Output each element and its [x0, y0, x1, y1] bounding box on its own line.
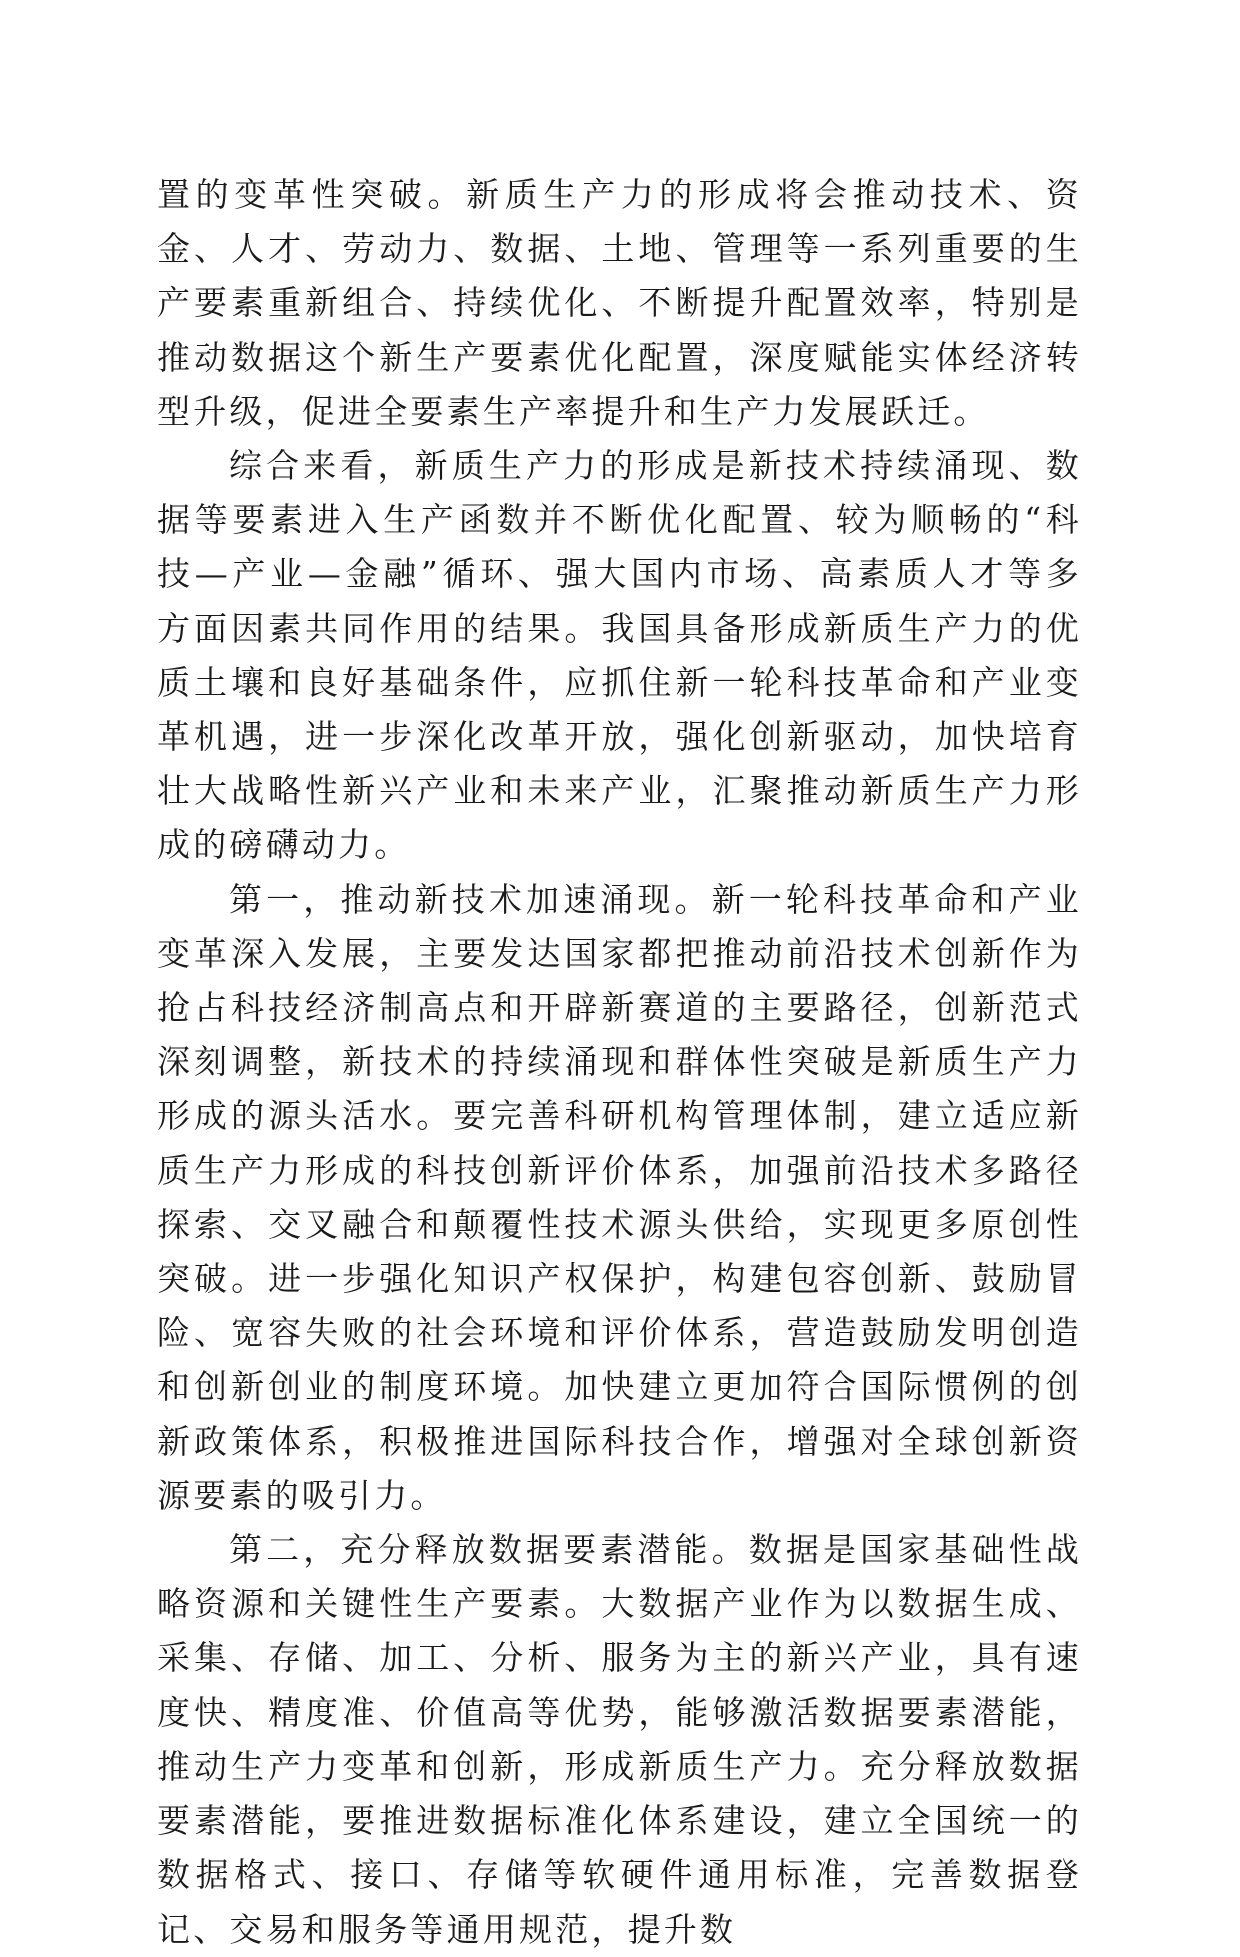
paragraph-continuation: 置的变革性突破。新质生产力的形成将会推动技术、资金、人才、劳动力、数据、土地、管理等一系列重要的生产要素重新组合、持续优化、不断提升配置效率，特别是推动数据这个新生产要素优化配置，深度赋能实体经济转型升级，促进全要素生产率提升和生产力发展跃迁。	[157, 175, 1082, 431]
paragraph-summary: 综合来看，新质生产力的形成是新技术持续涌现、数据等要素进入生产函数并不断优化配置、较为顺畅的“科技—产业—金融”循环、强大国内市场、高素质人才等多方面因素共同作用的结果。我国具备形成新质生产力的优质土壤和良好基础条件，应抓住新一轮科技革命和产业变革机遇，进一步深化改革开放，强化创新驱动，加快培育壮大战略性新兴产业和未来产业，汇聚推动新质生产力形成的磅礴动力。	[157, 446, 1082, 865]
body-text	[157, 168, 1082, 1957]
paragraph-first-point: 第一，推动新技术加速涌现。新一轮科技革命和产业变革深入发展，主要发达国家都把推动前沿技术创新作为抢占科技经济制高点和开辟新赛道的主要路径，创新范式深刻调整，新技术的持续涌现和群体性突破是新质生产力形成的源头活水。要完善科研机构管理体制，建立适应新质生产力形成的科技创新评价体系，加强前沿技术多路径探索、交叉融合和颠覆性技术源头供给，实现更多原创性突破。进一步强化知识产权保护，构建包容创新、鼓励冒险、宽容失败的社会环境和评价体系，营造鼓励发明创造和创新创业的制度环境。加快建立更加符合国际惯例的创新政策体系，积极推进国际科技合作，增强对全球创新资源要素的吸引力。	[157, 879, 1082, 1515]
paragraph-second-point: 第二，充分释放数据要素潜能。数据是国家基础性战略资源和关键性生产要素。大数据产业作为以数据生成、采集、存储、加工、分析、服务为主的新兴产业，具有速度快、精度准、价值高等优势，能够激活数据要素潜能，推动生产力变革和创新，形成新质生产力。充分释放数据要素潜能，要推进数据标准化体系建设，建立全国统一的数据格式、接口、存储等软硬件通用标准，完善数据登记、交易和服务等通用规范，提升数	[157, 1530, 1082, 1949]
